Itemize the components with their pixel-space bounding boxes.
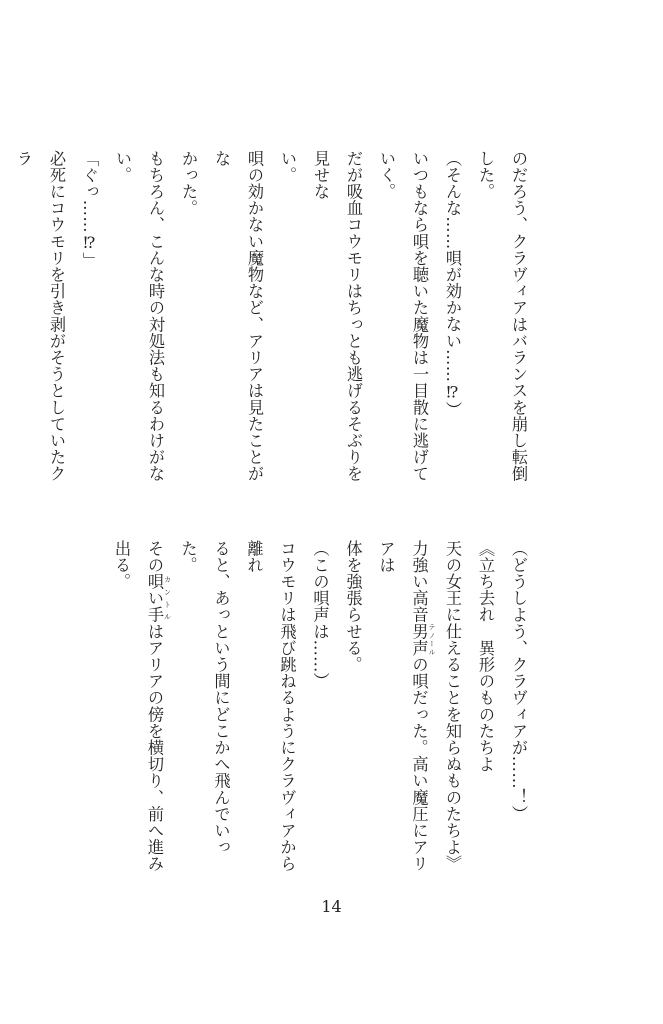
ruby-reading: テノール bbox=[428, 623, 436, 657]
text-line-with-ruby bbox=[370, 540, 437, 880]
text-line: コウモリは飛び跳ねるようにクラヴィアから離れ bbox=[244, 540, 297, 872]
text-fragment: 力強い高音 bbox=[409, 540, 429, 623]
page-number: 14 bbox=[321, 897, 342, 916]
text-line: （この唄声は……） bbox=[310, 540, 330, 690]
text-line: い。 bbox=[278, 150, 297, 184]
text-line: 「ぐっ……⁉」 bbox=[80, 150, 99, 269]
text-line: （そんな……唄が効かない……⁉） bbox=[443, 150, 462, 419]
ruby-text bbox=[145, 573, 172, 624]
text-line: かった。 bbox=[179, 150, 198, 217]
text-line: （どうしよう、クラヴィアが……！） bbox=[509, 540, 528, 823]
text-line: 唄の効かない魔物など、アリアは見たことがな bbox=[212, 150, 264, 482]
text-line bbox=[0, 150, 7, 490]
text-line: だが吸血コウモリはちっとも逃げるそぶりを見せな bbox=[311, 150, 363, 482]
text-fragment: その bbox=[145, 540, 164, 574]
ruby-base: 唄い手 bbox=[145, 573, 164, 624]
text-line: のだろう、クラヴィアはバランスを崩し転倒した。 bbox=[476, 150, 528, 482]
ruby-text bbox=[409, 623, 436, 657]
text-line: もちろん、こんな時の対処法も知るわけがない。 bbox=[113, 150, 165, 482]
text-block-bottom bbox=[112, 540, 535, 880]
text-line: 天の女王に仕えることを知らぬものたちよ》 bbox=[443, 540, 462, 872]
text-fragment: の唄だった。高い魔圧にアリアは bbox=[376, 540, 429, 873]
text-line: 《立ち去れ 異形のものたちよ bbox=[476, 540, 495, 773]
text-line: いつもなら唄を聴いた魔物は一目散に逃げていく。 bbox=[377, 150, 429, 482]
ruby-reading: カントル bbox=[163, 573, 172, 623]
ruby-base: 男声 bbox=[409, 623, 429, 657]
text-fragment: はアリアの傍を横切り、前へ進み出る。 bbox=[112, 540, 164, 873]
text-block-top bbox=[14, 150, 535, 490]
text-line: 体を強張らせる。 bbox=[343, 540, 363, 673]
text-line: ると、あっという間にどこかへ飛んでいった。 bbox=[178, 540, 231, 856]
text-line: 必死にコウモリを引き剥がそうとしていたクラ bbox=[14, 150, 66, 482]
text-line-with-ruby bbox=[105, 540, 172, 880]
